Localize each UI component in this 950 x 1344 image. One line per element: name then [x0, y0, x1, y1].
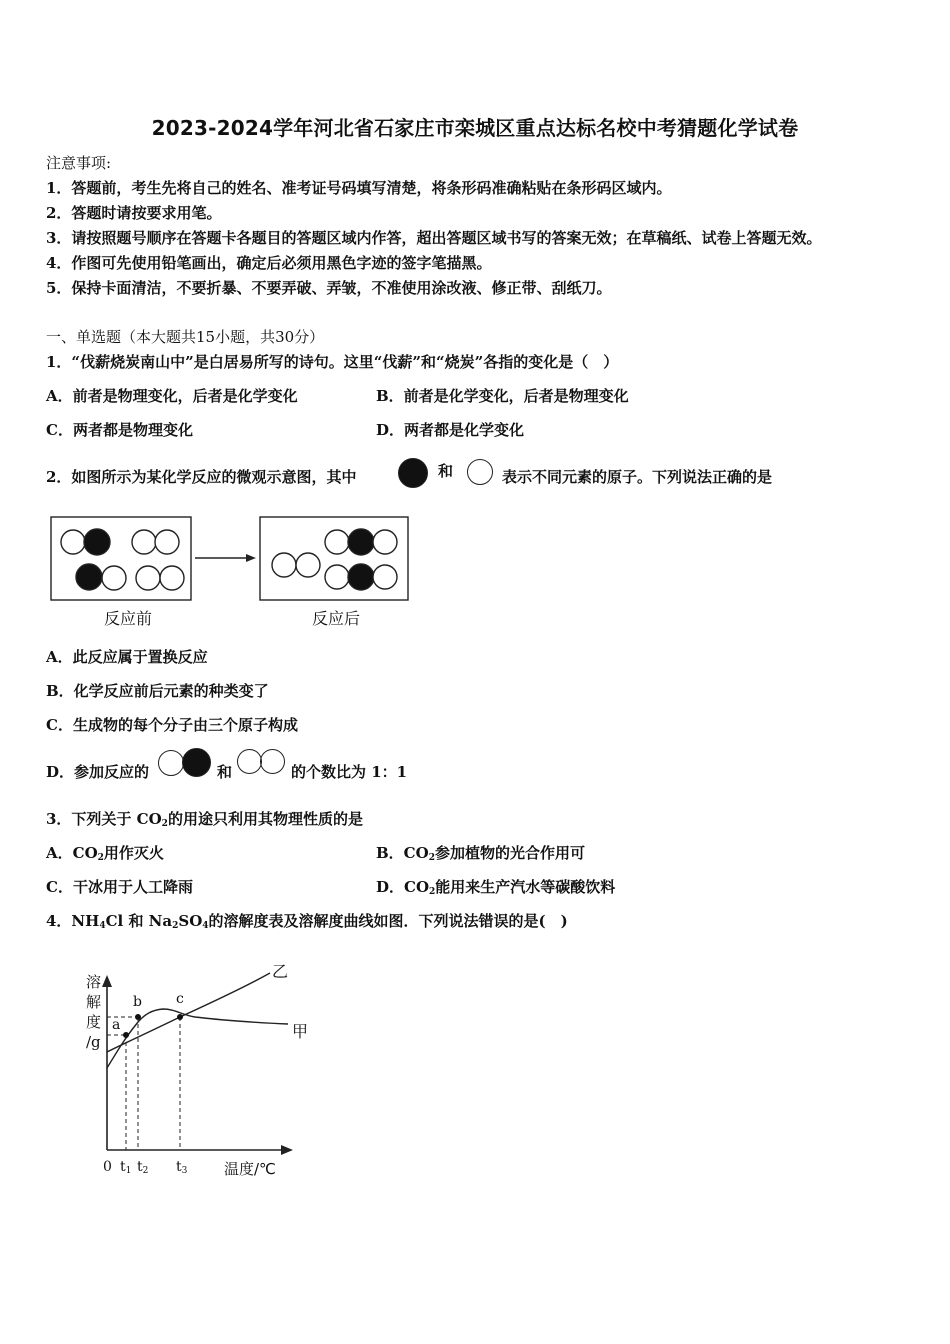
q2-option-b: B．化学反应前后元素的种类变了	[46, 682, 269, 700]
tick-t2: $t_2$	[137, 1159, 149, 1176]
notice-heading: 注意事项:	[46, 154, 112, 172]
notice-item: 4．作图可先使用铅笔画出，确定后必须用黑色字迹的签字笔描黑。	[46, 254, 492, 272]
graph-origin: 0	[103, 1159, 112, 1175]
q2-option-d-and: 和	[217, 763, 233, 781]
notice-item: 1．答题前，考生先将自己的姓名、准考证号码填写清楚，将条形码准确粘贴在条形码区域内。	[46, 179, 672, 197]
q3-option-b: B．$CO_2$参加植物的光合作用可	[376, 844, 585, 863]
arrow-head-icon	[246, 554, 256, 562]
q2-option-d-post: 的个数比为 1：1	[291, 763, 408, 781]
graph-ylabel: 溶 解 度 /g	[86, 973, 102, 1051]
q2-stem-pre: 2．如图所示为某化学反应的微观示意图，其中	[46, 468, 357, 486]
q3-option-d: D．$CO_2$能用来生产汽水等碳酸饮料	[376, 878, 616, 897]
q2-stem-and: 和	[438, 462, 454, 480]
page-title: 2023-2024学年河北省石家庄市栾城区重点达标名校中考猜题化学试卷	[151, 116, 799, 140]
curve-label-jia: 甲	[292, 1022, 309, 1041]
question-3-stem	[46, 808, 363, 829]
curve-label-yi: 乙	[272, 962, 289, 981]
label-before: 反应前	[104, 609, 153, 628]
point-c	[177, 1014, 183, 1020]
subscript: 2	[161, 819, 168, 829]
white-atom-icon	[158, 750, 184, 776]
q2-option-d: D．参加反应的	[46, 763, 150, 781]
q3-stem-post: 的用途只利用其物理性质的是	[167, 810, 363, 828]
label-after: 反应后	[312, 609, 361, 628]
black-atom-icon	[398, 458, 428, 488]
q1-option-c: C．两者都是物理变化	[46, 421, 193, 439]
q1-option-d: D．两者都是化学变化	[376, 421, 525, 439]
q2-stem-post: 表示不同元素的原子。下列说法正确的是	[502, 468, 773, 486]
graph-xlabel: 温度/℃	[224, 1160, 276, 1178]
point-label-a: a	[112, 1017, 121, 1033]
question-2-stem	[46, 466, 356, 487]
tick-t3: $t_3$	[176, 1159, 188, 1176]
q1-option-b: B．前者是化学变化，后者是物理变化	[376, 387, 629, 405]
point-label-c: c	[176, 991, 184, 1007]
curve-yi	[107, 973, 270, 1052]
white-atom-icon	[467, 459, 493, 485]
question-1-stem: 1．“伐薪烧炭南山中”是白居易所写的诗句。这里“伐薪”和“烧炭”各指的变化是（ ）	[46, 353, 619, 371]
point-a	[123, 1032, 129, 1038]
solubility-graph	[70, 955, 320, 1190]
q1-option-a: A．前者是物理变化，后者是化学变化	[46, 387, 298, 405]
q3-stem-pre: 3．下列关于 CO	[46, 810, 162, 828]
q3-option-c: C．干冰用于人工降雨	[46, 878, 193, 896]
notice-item: 3．请按照题号顺序在答题卡各题目的答题区域内作答，超出答题区域书写的答案无效；在草稿纸、试卷上答题无效。	[46, 229, 822, 247]
question-4-stem: 4．$NH_4Cl$ 和 $Na_2SO_4$的溶解度表及溶解度曲线如图．下列说法错误的是( )	[46, 912, 568, 931]
notice-item: 2．答题时请按要求用笔。	[46, 204, 222, 222]
white-atom-icon	[260, 749, 285, 774]
tick-t1: $t_1$	[120, 1159, 132, 1176]
black-atom-icon	[182, 748, 211, 777]
q2-option-c: C．生成物的每个分子由三个原子构成	[46, 716, 298, 734]
section-heading: 一、单选题（本大题共15小题，共30分）	[46, 328, 325, 346]
white-atom-icon	[237, 749, 262, 774]
q3-option-a: A．$CO_2$用作灭火	[46, 844, 164, 863]
point-label-b: b	[133, 994, 142, 1010]
q2-option-a: A．此反应属于置换反应	[46, 648, 208, 666]
x-axis-arrow-icon	[281, 1145, 293, 1155]
point-b	[135, 1014, 141, 1020]
notice-item: 5．保持卡面清洁，不要折暴、不要弄破、弄皱，不准使用涂改液、修正带、刮纸刀。	[46, 279, 612, 297]
